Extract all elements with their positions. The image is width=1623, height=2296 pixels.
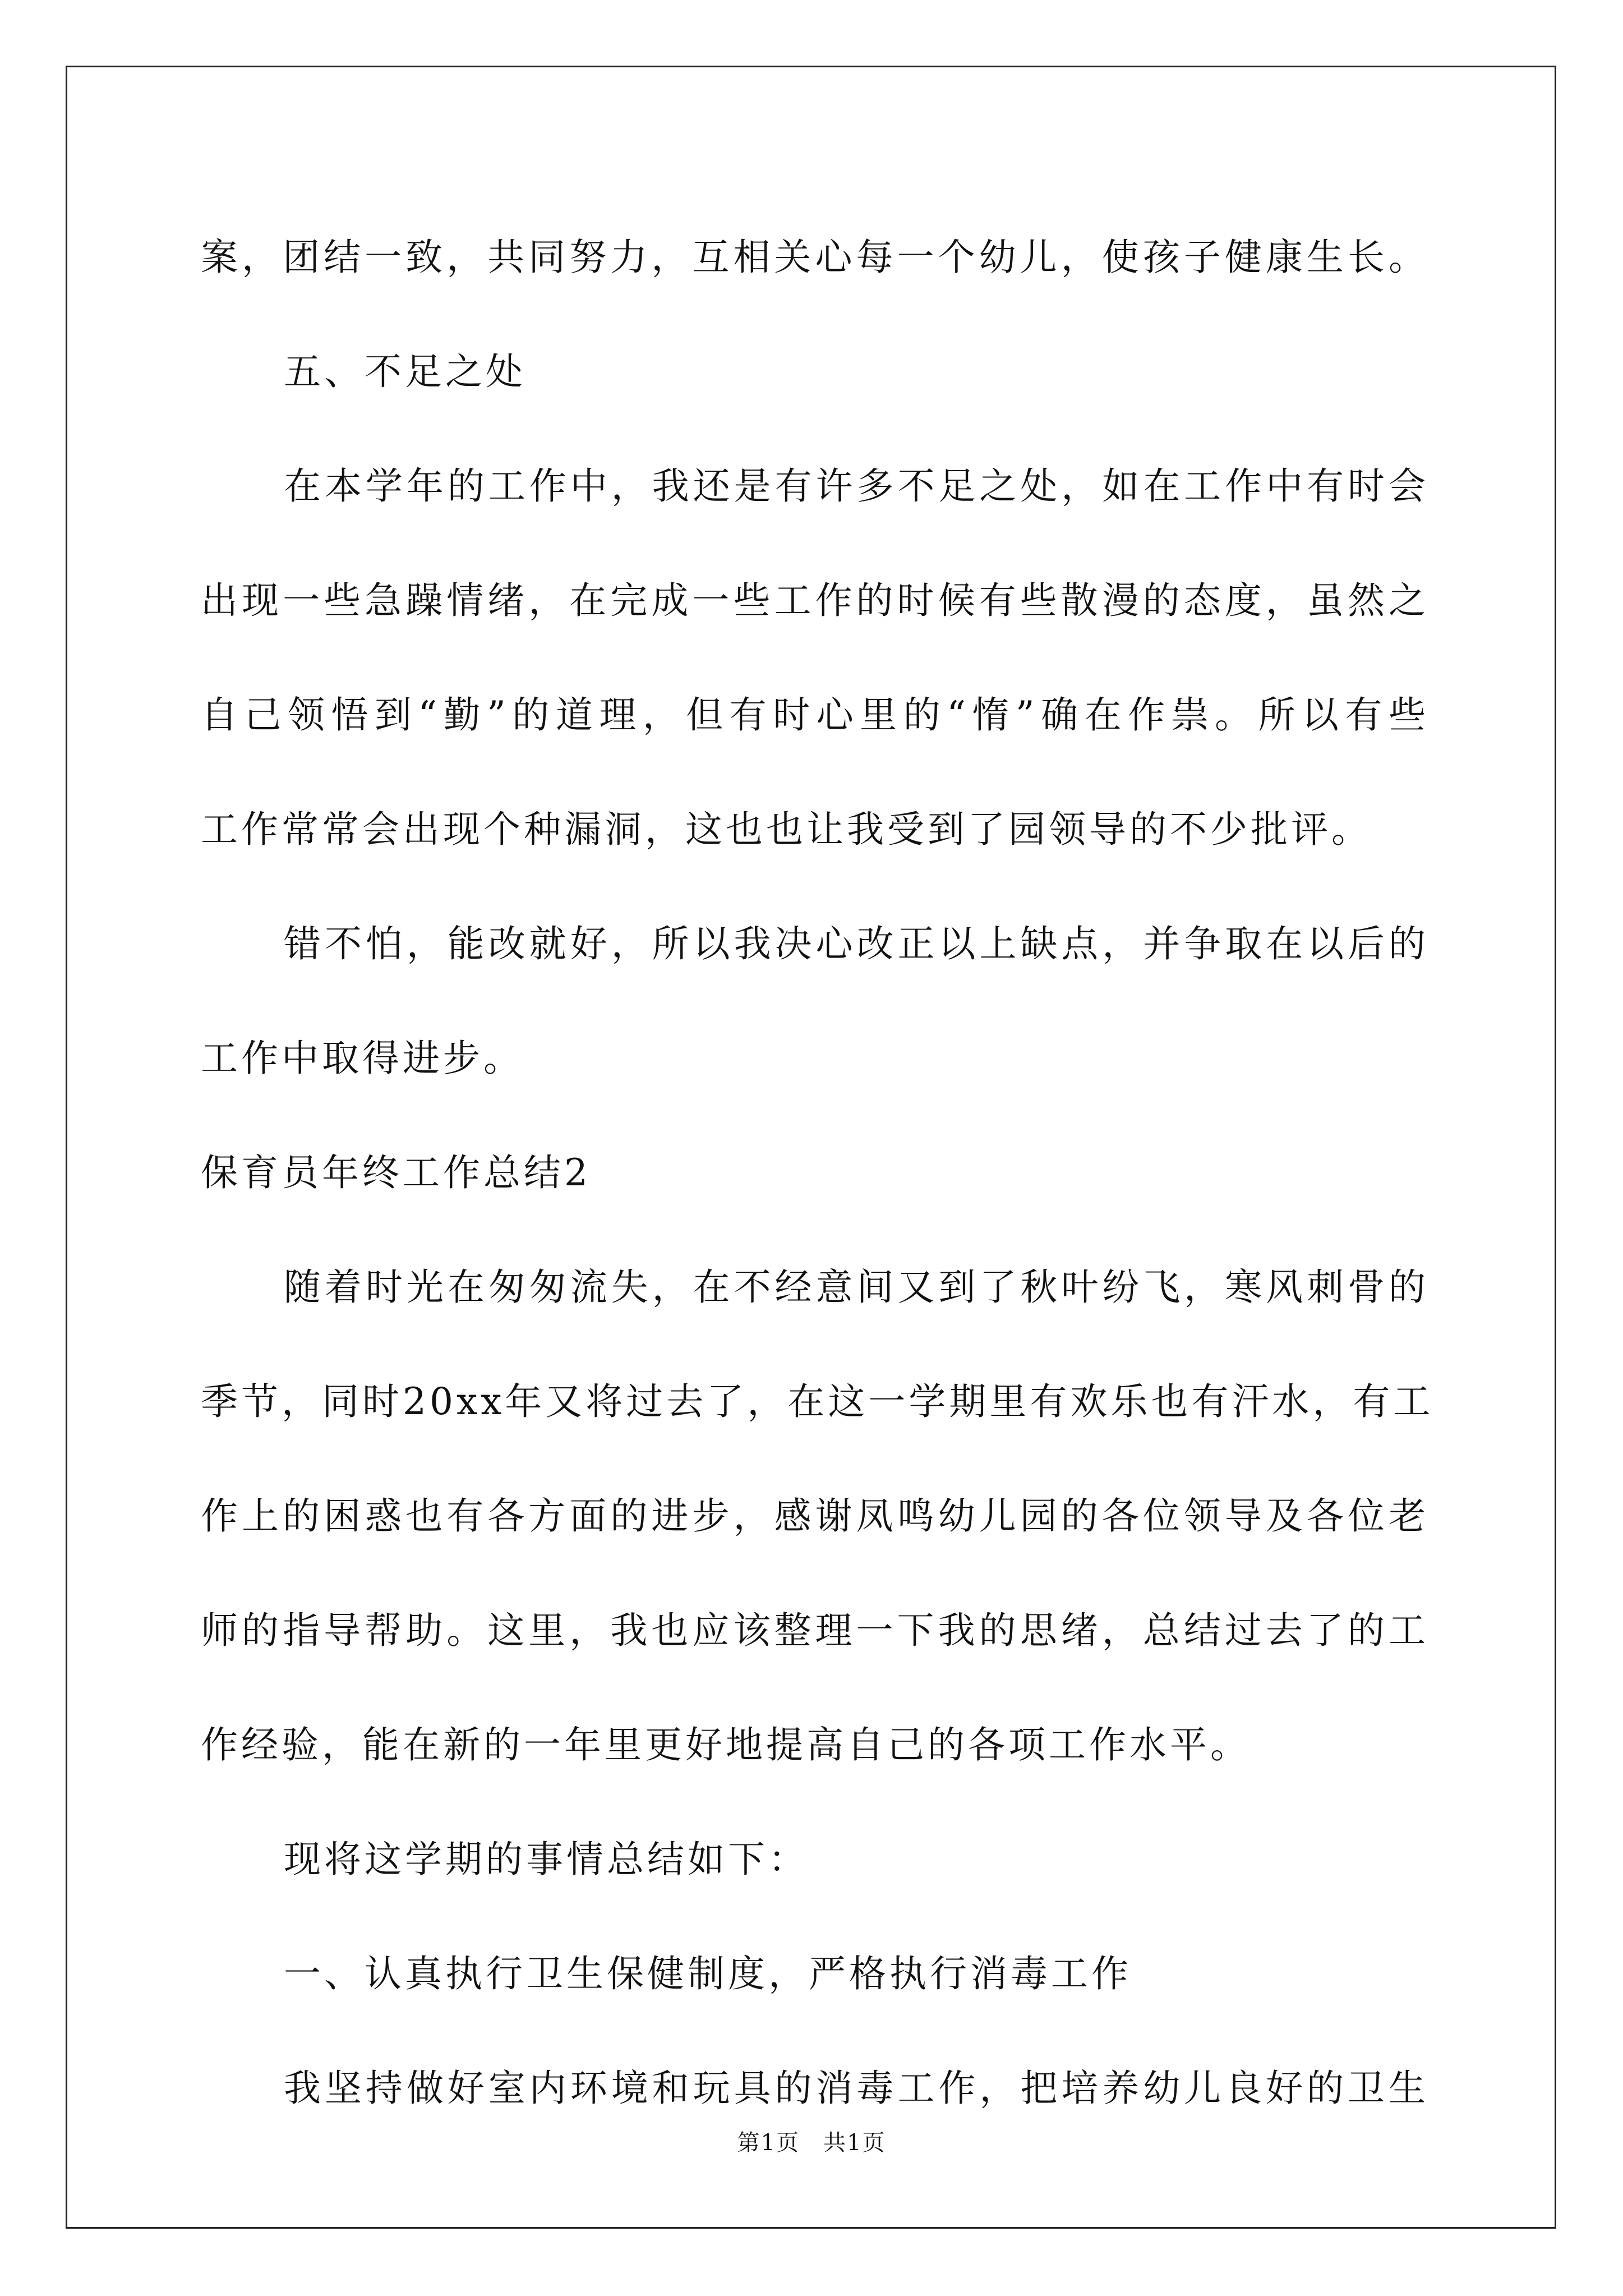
text-line [201, 1459, 1429, 1573]
text-line [201, 1230, 1429, 1345]
line-text: 我坚持做好室内环境和玩具的消毒工作，把培养幼儿良好的卫生 [284, 2067, 1429, 2110]
line-text: 季节，同时20xx年又将过去了，在这一学期里有欢乐也有汗水，有工 [201, 1380, 1434, 1423]
line-text: 案，团结一致，共同努力，互相关心每一个幼儿，使孩子健康生长。 [201, 236, 1429, 279]
line-text: 出现一些急躁情绪，在完成一些工作的时候有些散漫的态度，虽然之 [201, 579, 1429, 622]
text-line [201, 1001, 1429, 1116]
text-line [201, 887, 1429, 1001]
line-text: 一、认真执行卫生保健制度，严格执行消毒工作 [284, 1952, 1132, 1995]
line-text: 在本学年的工作中，我还是有许多不足之处，如在工作中有时会 [284, 464, 1429, 508]
text-line [201, 772, 1429, 887]
text-line [201, 200, 1429, 315]
text-line [201, 1345, 1434, 1459]
text-line [201, 429, 1429, 544]
line-text: 作上的困惑也有各方面的进步，感谢凤鸣幼儿园的各位领导及各位老 [201, 1494, 1429, 1538]
text-line [201, 1802, 1429, 1917]
page-number: 第1页 共1页 [737, 2130, 886, 2156]
text-line [201, 658, 1429, 772]
line-text: 五、不足之处 [284, 350, 526, 393]
line-text: 作经验，能在新的一年里更好地提高自己的各项工作水平。 [201, 1723, 1251, 1766]
text-line [201, 315, 1429, 429]
section-heading [201, 1116, 1429, 1230]
line-text: 现将这学期的事情总结如下： [284, 1838, 809, 1881]
page-footer [0, 2125, 1623, 2157]
text-line [201, 544, 1429, 658]
text-line [201, 1573, 1429, 1688]
line-text: 错不怕，能改就好，所以我决心改正以上缺点，并争取在以后的 [284, 922, 1429, 965]
text-line [201, 1917, 1429, 2031]
line-text: 随着时光在匆匆流失，在不经意间又到了秋叶纷飞，寒风刺骨的 [284, 1266, 1429, 1309]
line-text: 工作中取得进步。 [201, 1037, 524, 1080]
heading-text: 保育员年终工作总结2 [201, 1151, 591, 1194]
document-body [201, 200, 1434, 2146]
line-text: 师的指导帮助。这里，我也应该整理一下我的思绪，总结过去了的工 [201, 1609, 1429, 1652]
line-text: 自己领悟到“勤”的道理，但有时心里的“惰”确在作祟。所以有些 [201, 693, 1429, 737]
line-text: 工作常常会出现个种漏洞，这也也让我受到了园领导的不少批评。 [201, 808, 1372, 851]
text-line [201, 1688, 1429, 1802]
